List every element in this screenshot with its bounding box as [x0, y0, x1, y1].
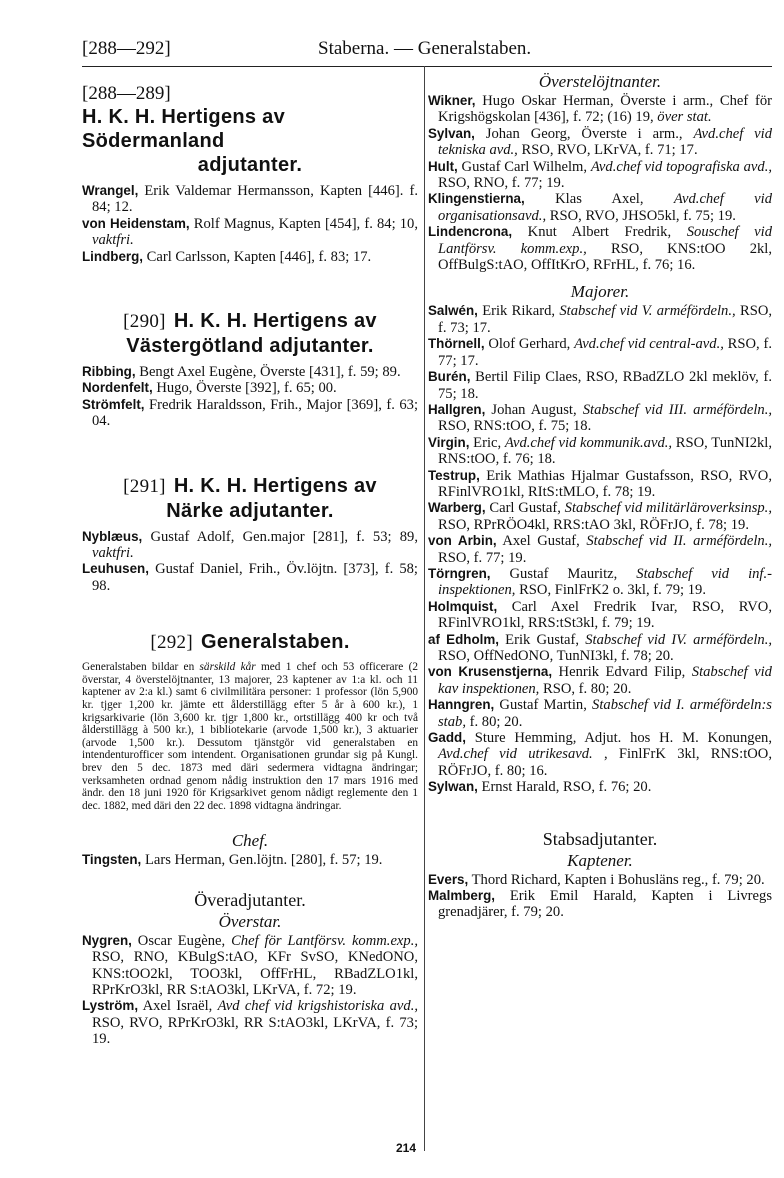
entry-name: Nyblæus, — [82, 528, 143, 544]
entry — [82, 380, 418, 396]
entry-text: Bengt Axel Eugène, Överste [431], f. 59; 89. — [139, 364, 401, 381]
entry — [82, 998, 418, 1047]
section-heading: H. K. H. Hertigens av Södermanland — [82, 106, 286, 152]
entry-name: af Edholm, — [428, 631, 499, 647]
entry — [82, 397, 418, 430]
entry — [428, 779, 772, 795]
entry-name: Sylvan, — [428, 125, 475, 141]
entry-text: Eric, — [473, 434, 502, 451]
entry-name: Hult, — [428, 158, 458, 174]
majorer-label: Majorer. — [570, 282, 630, 302]
section-heading-2: Närke adjutanter. — [166, 499, 334, 522]
entry-text: Hugo Oskar Herman, Överste i arm., Chef för Krigshögskolan [436], f. 72; (16) 19, — [438, 93, 772, 126]
section-heading-2: Västergötland adjutanter. — [126, 335, 374, 358]
entry — [428, 888, 772, 921]
entry-it: Avd.chef vid central-avd., — [574, 336, 724, 353]
entry-it: Stabschef vid kav inspektionen, — [438, 664, 772, 697]
entry-name: Leuhusen, — [82, 561, 149, 577]
entry-name: Salwén, — [428, 303, 478, 319]
entry — [82, 561, 418, 594]
left-column — [82, 73, 418, 1048]
entry-it: Avd.chef vid utrikesavd. — [438, 746, 593, 763]
entry-name: Wikner, — [428, 93, 476, 108]
section-292 — [82, 630, 418, 1047]
header-title: Staberna. — Generalstaben. — [318, 38, 532, 59]
entry-text2: , FinlFrK 3kl, RNS:tOO, RÖFrJO, f. 80; 16. — [438, 746, 772, 779]
entry-name: Klingenstierna, — [428, 191, 525, 207]
entry-name: Thörnell, — [428, 336, 485, 352]
chef-label: Chef. — [231, 831, 269, 851]
entry-name: Virgin, — [428, 434, 470, 450]
entry-it: Stabschef vid II. arméfördeln., — [586, 533, 773, 550]
entry-text: Johan August, — [491, 401, 577, 418]
entry-text: Johan Georg, Överste i arm., — [485, 125, 683, 142]
entry-name: Nygren, — [82, 932, 132, 948]
entry-name: von Arbin, — [428, 533, 497, 549]
entry-list — [428, 303, 772, 795]
entry-it: Avd.chef vid topografiska avd., — [590, 158, 773, 175]
section-290 — [82, 309, 418, 430]
ovlt-label: Överstelöjtnanter. — [538, 72, 662, 91]
entry-list — [82, 364, 418, 430]
entry-text: Oscar Eugène, — [137, 932, 226, 949]
intro-paragraph: Generalstaben bildar en särskild kår med 1 chef och 53 officerare (2 överstar, 4 överstelöjtnanter, 13 majorer, 23 kaptener av 1:a kl. och 11 kaptener av 2:a kl.) samt 6 civilmilitära personer: 1 professor (lön 5,900 kr. tjger 1,200 kr. jämte ett ålderstillägg efter 5 år à 600 kr.), 1 krigsarkivarie (lön 3,600 kr. tjgr 1,800 kr., ortstillägg 400 kr och två ålderstillägg à 500 kr.), 1 bibliotekarie (arvode 1,500 kr.), 3 aktuarier (arvode 1,500 kr.). Dessutom tjänstgör vid generalstaben en intendenturofficer som intendent. Organisationen grundar sig på Kungl. brev den 5 dec. 1873 med däri sedermera vidtagna ändringar; verksamheten ordnad genom nådig instruktion den 17 mars 1916 med ändr. den 18 juni 1920 för Krigsarkivet genom nådigt reglemente den 1 dec. 1882, med däri den 22 dec. 1898 vidtagna ändringar. — [82, 661, 419, 812]
entry-text: Erik Rikard, — [482, 303, 556, 320]
entry-list — [82, 933, 418, 1048]
entry — [82, 216, 418, 249]
entry-it: Stabschef vid inf.-inspektionen, — [438, 565, 772, 599]
right-column — [428, 73, 772, 921]
entry-text: Klas Axel, — [555, 191, 644, 208]
entry-list — [82, 529, 418, 595]
entry-text: Rolf Magnus, Kapten [454], f. 84; 10, — [193, 215, 418, 232]
entry — [428, 533, 772, 566]
entry — [428, 369, 772, 402]
entry-text: Gustaf Adolf, Gen.major [281], f. 53; 89, — [150, 528, 418, 545]
header-rule — [82, 66, 772, 67]
entry-it: Chef för Lantförsv. komm.exp., — [231, 932, 418, 949]
entry — [82, 529, 418, 562]
entry-text: Gustaf Mauritz, — [509, 565, 618, 582]
entry — [428, 126, 772, 159]
entry-text2: RSO, OffNedONO, TunNI3kl, f. 78; 20. — [438, 648, 674, 664]
entry — [428, 224, 772, 273]
entry — [428, 93, 772, 126]
entry — [428, 468, 772, 501]
entry-name: Strömfelt, — [82, 396, 145, 412]
section-288 — [82, 83, 418, 265]
entry — [82, 933, 418, 999]
chef-entry: Tingsten, Lars Herman, Gen.löjtn. [280], f. 57; 19. — [82, 852, 383, 869]
section-number: [292] — [150, 632, 193, 654]
section-291 — [82, 474, 418, 595]
entry-name: Evers, — [428, 871, 469, 887]
entry-text2: RSO, RVO, JHSO5kl, f. 75; 19. — [549, 207, 736, 224]
entry-text: Axel Israël, — [142, 998, 213, 1015]
entry — [428, 336, 772, 369]
entry — [428, 566, 772, 599]
entry-text: Erik Gustaf, — [505, 631, 580, 648]
entry — [428, 303, 772, 336]
entry-name: Lyström, — [82, 998, 139, 1014]
entry-name: Malmberg, — [428, 888, 495, 904]
entry-text2: RSO, RVO, RPrKrO3kl, RR S:tAO3kl, LKrVA, f. 73; 19. — [92, 1014, 418, 1048]
entry-text: Thord Richard, Kapten i Bohusläns reg., f. 79; 20. — [471, 871, 765, 888]
entry-name: Törngren, — [428, 565, 491, 581]
entry-text: Gustaf Daniel, Frih., Öv.löjtn. [373], f. 58; 98. — [92, 561, 418, 594]
entry-name: Burén, — [428, 369, 471, 385]
entry-name: Lindencrona, — [428, 224, 513, 240]
stabsadj-label: Stabsadjutanter. — [542, 828, 658, 849]
entry-text2: RSO, TunNI2kl, RNS:tOO, f. 76; 18. — [438, 434, 773, 468]
entry-text2: RSO, RNS:tOO, f. 75; 18. — [438, 418, 592, 435]
section-heading: H. K. H. Hertigens av — [173, 310, 377, 333]
entry — [428, 599, 772, 632]
entry — [428, 730, 772, 779]
entry-text: Carl Carlsson, Kapten [446], f. 83; 17. — [146, 248, 372, 265]
entry-it: Avd.chef vid tekniska avd., — [438, 125, 772, 159]
entry-text2: RSO, f. 77; 19. — [438, 549, 527, 566]
entry-text2: f. 80; 20. — [469, 713, 523, 730]
entry-text2: RSO, FinlFrK2 o. 3kl, f. 79; 19. — [519, 582, 706, 599]
entry-text: Ernst Harald, RSO, f. 76; 20. — [481, 779, 652, 796]
entry-it: Stabschef vid I. arméfördeln:s stab, — [438, 697, 772, 730]
entry-text2: RSO, f. 73; 17. — [438, 303, 773, 336]
entry-name: Sylwan, — [428, 779, 478, 795]
entry-it: vaktfri. — [92, 545, 134, 562]
entry-it: över stat. — [657, 109, 712, 126]
overadj-label: Överadjutanter. — [194, 889, 306, 910]
entry-name: Wrangel, — [82, 183, 139, 198]
entry-text: Henrik Edvard Filip, — [558, 664, 686, 681]
section-heading: Generalstaben. — [200, 631, 350, 654]
entry-name: Hallgren, — [428, 401, 486, 417]
entry-text2: RSO, RVO, LKrVA, f. 71; 17. — [521, 142, 698, 159]
entry-text2: RSO, KNS:tOO 2kl, OffBulgS:tAO, OffItKrO, RFrHL, f. 76; 16. — [438, 240, 773, 274]
entry-list — [428, 872, 772, 921]
entry-name: von Krusenstjerna, — [428, 664, 553, 680]
entry-text: Sture Hemming, Adjut. hos H. M. Konungen, — [474, 730, 772, 747]
entry-it: Avd.chef vid kommunik.avd., — [504, 434, 673, 451]
overstar-label: Överstar. — [218, 911, 282, 931]
entry-text: Axel Gustaf, — [502, 533, 580, 550]
entry-list — [82, 183, 418, 265]
entry — [428, 402, 772, 435]
entry — [428, 435, 772, 468]
entry-name: Warberg, — [428, 500, 486, 516]
entry — [428, 697, 772, 730]
entry — [428, 159, 772, 192]
kaptener-label: Kaptener. — [567, 850, 633, 870]
header-range: [288—292] — [82, 38, 171, 59]
section-number: [288—289] — [82, 83, 171, 104]
entry-it: Stabschef vid militärläroverksinsp., — [564, 500, 772, 517]
column-divider — [424, 66, 425, 1151]
entry-text2: RSO, RPrRÖO4kl, RRS:tAO 3kl, RÖFrJO, f. 78; 19. — [438, 516, 749, 533]
entry-text: Carl Axel Fredrik Ivar, RSO, RVO, RFinlVRO1kl, RRS:tSt3kl, f. 79; 19. — [438, 598, 772, 632]
entry-name: Testrup, — [428, 467, 480, 483]
entry-name: von Heidenstam, — [82, 215, 190, 231]
entry — [428, 191, 772, 224]
entry-name: Nordenfelt, — [82, 380, 153, 396]
entry-text: Gustaf Martin, — [499, 697, 587, 714]
entry — [82, 364, 418, 380]
section-number: [291] — [123, 475, 166, 497]
entry-text: Knut Albert Fredrik, — [527, 224, 672, 241]
entry-text: Erik Mathias Hjalmar Gustafsson, RSO, RVO, RFinlVRO1kl, RItS:tMLO, f. 78; 19. — [438, 467, 772, 500]
entry — [428, 664, 772, 697]
entry — [428, 632, 772, 665]
entry-it: vaktfri. — [92, 232, 134, 249]
entry-name: Lindberg, — [82, 248, 143, 264]
entry-it: Stabschef vid V. arméfördeln., — [559, 303, 736, 320]
entry-text: Erik Emil Harald, Kapten i Livregs grenadjärer, f. 79; 20. — [438, 888, 772, 921]
entry-it: Stabschef vid IV. arméfördeln., — [585, 631, 772, 648]
entry-text: Olof Gerhard, — [488, 336, 571, 353]
entry — [428, 872, 772, 888]
section-number: [290] — [123, 311, 166, 333]
section-heading: H. K. H. Hertigens av — [173, 474, 377, 497]
entry-text: Carl Gustaf, — [489, 500, 561, 517]
section-heading-2: adjutanter. — [197, 154, 303, 176]
page-number: 214 — [396, 1141, 417, 1155]
entry-it: Avd.chef vid organisationsavd., — [438, 191, 772, 224]
entry-name: Hanngren, — [428, 697, 495, 713]
entry-name: Ribbing, — [82, 364, 136, 380]
entry — [82, 249, 418, 265]
entry — [428, 500, 772, 533]
entry-list — [428, 93, 772, 273]
entry-it: Stabschef vid III. arméfördeln., — [582, 401, 772, 418]
entry-text: Bertil Filip Claes, RSO, RBadZLO 2kl meklöv, f. 75; 18. — [438, 369, 773, 402]
entry-text: Hugo, Överste [392], f. 65; 00. — [156, 380, 337, 397]
entry-text: Fredrik Haraldsson, Frih., Major [369], f. 63; 04. — [92, 396, 418, 430]
entry-it: Avd chef vid krigshistoriska avd., — [217, 998, 418, 1015]
entry-text2: RSO, RNO, KBulgS:tAO, KFr SvSO, KNedONO, KNS:tOO2kl, TOO3kl, OffFrHL, RBadZLO1kl, RPrKrO3kl, RR S:tAO3kl, LKrVA, f. 72; 19. — [92, 949, 418, 999]
entry-text: Erik Valdemar Hermansson, Kapten [446]. f. 84; 12. — [92, 183, 418, 216]
entry-text2: RSO, f. 80; 20. — [542, 680, 632, 697]
entry-text: Gustaf Carl Wilhelm, — [461, 158, 588, 175]
entry-text2: RSO, f. 77; 17. — [438, 336, 772, 369]
entry — [82, 183, 418, 216]
entry-name: Holmquist, — [428, 598, 498, 614]
entry-name: Gadd, — [428, 730, 466, 746]
entry-text2: RSO, RNO, f. 77; 19. — [438, 175, 565, 192]
entry-it: Souschef vid Lantförsv. komm.exp., — [438, 224, 773, 257]
